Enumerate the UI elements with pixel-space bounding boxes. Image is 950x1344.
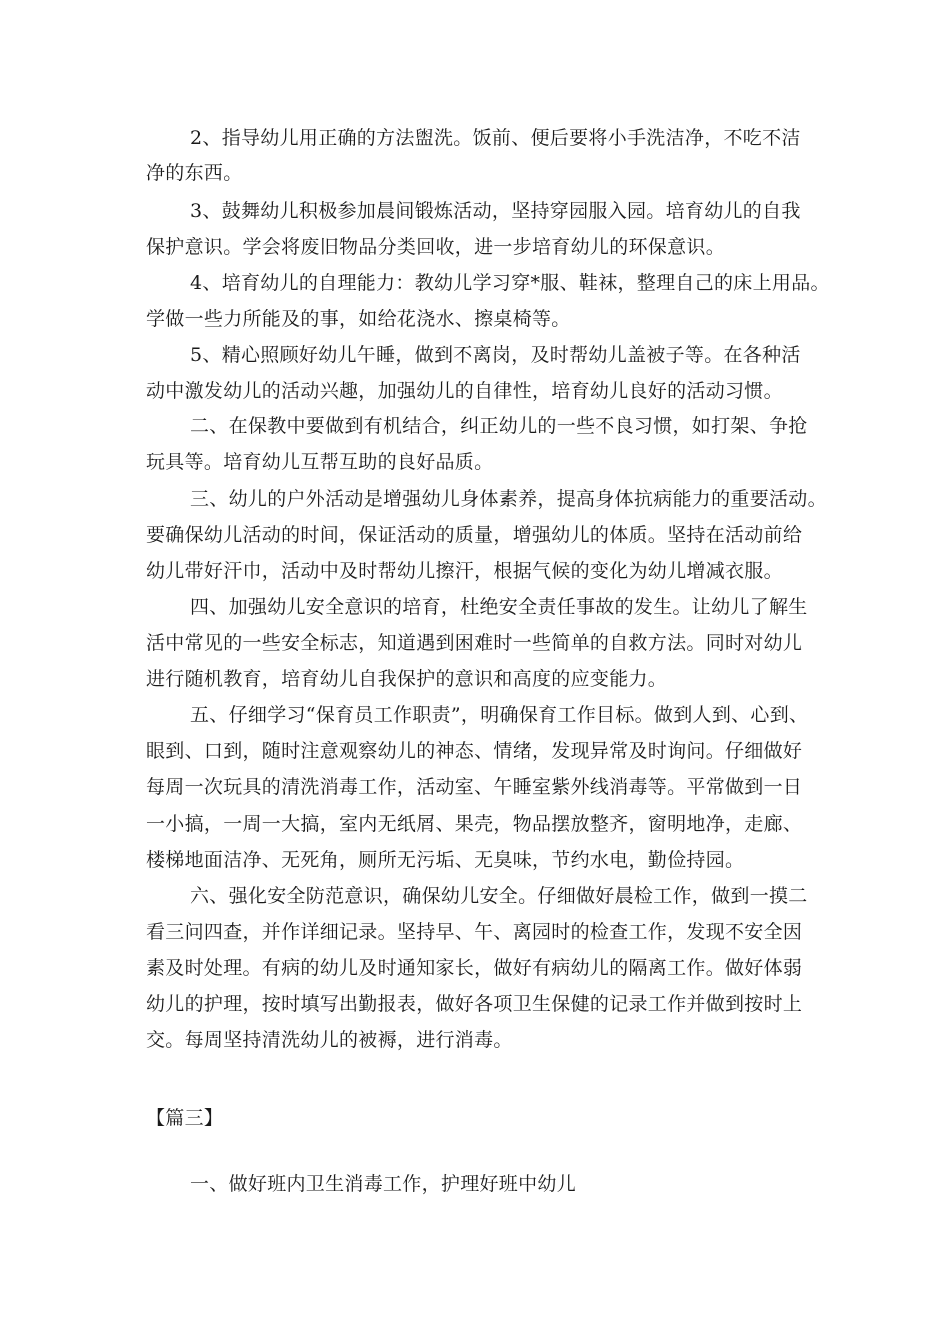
body-text-line: 活中常见的一些安全标志，知道遇到困难时一些简单的自救方法。同时对幼儿	[146, 632, 803, 654]
body-text-line: 五、仔细学习“保育员工作职责”，明确保育工作目标。做到人到、心到、	[190, 704, 809, 726]
body-text-line: 净的东西。	[146, 162, 243, 184]
body-text-line: 要确保幼儿活动的时间，保证活动的质量，增强幼儿的体质。坚持在活动前给	[146, 524, 803, 546]
body-text-line: 楼梯地面洁净、无死角，厕所无污垢、无臭味，节约水电，勤俭持园。	[146, 849, 745, 871]
body-text-line: 看三问四查，并作详细记录。坚持早、午、离园时的检查工作，发现不安全因	[146, 921, 803, 943]
body-text-line: 进行随机教育，培育幼儿自我保护的意识和高度的应变能力。	[146, 668, 668, 690]
body-text-line: 素及时处理。有病的幼儿及时通知家长，做好有病幼儿的隔离工作。做好体弱	[146, 957, 803, 979]
body-text-line: 玩具等。培育幼儿互帮互助的良好品质。	[146, 451, 494, 473]
body-text-line: 一小搞，一周一大搞，室内无纸屑、果壳，物品摆放整齐，窗明地净，走廊、	[146, 813, 803, 835]
body-text-line: 六、强化安全防范意识，确保幼儿安全。仔细做好晨检工作，做到一摸二	[190, 885, 808, 907]
body-text-line: 5、精心照顾好幼儿午睡，做到不离岗，及时帮幼儿盖被子等。在各种活	[190, 344, 801, 366]
body-text-line: 一、做好班内卫生消毒工作，护理好班中幼儿	[190, 1173, 577, 1195]
body-text-line: 幼儿带好汗巾，活动中及时帮幼儿擦汗，根据气候的变化为幼儿增减衣服。	[146, 560, 783, 582]
body-text-line: 3、鼓舞幼儿积极参加晨间锻炼活动，坚持穿园服入园。培育幼儿的自我	[190, 200, 801, 222]
body-text-line: 交。每周坚持清洗幼儿的被褥，进行消毒。	[146, 1029, 513, 1051]
body-text-line: 二、在保教中要做到有机结合，纠正幼儿的一些不良习惯，如打架、争抢	[190, 415, 808, 437]
body-text-line: 每周一次玩具的清洗消毒工作，活动室、午睡室紫外线消毒等。平常做到一日	[146, 776, 803, 798]
body-text-line: 学做一些力所能及的事，如给花浇水、擦桌椅等。	[146, 308, 571, 330]
body-text-line: 动中激发幼儿的活动兴趣，加强幼儿的自律性，培育幼儿良好的活动习惯。	[146, 380, 783, 402]
body-text-line: 三、幼儿的户外活动是增强幼儿身体素养，提高身体抗病能力的重要活动。	[190, 488, 827, 510]
body-text-line: 四、加强幼儿安全意识的培育，杜绝安全责任事故的发生。让幼儿了解生	[190, 596, 808, 618]
body-text-line: 幼儿的护理，按时填写出勤报表，做好各项卫生保健的记录工作并做到按时上	[146, 993, 803, 1015]
body-text-line: 眼到、口到，随时注意观察幼儿的神态、情绪，发现异常及时询问。仔细做好	[146, 740, 803, 762]
body-text-line: 2、指导幼儿用正确的方法盥洗。饭前、便后要将小手洗洁净，不吃不洁	[190, 127, 801, 149]
body-text-line: 4、培育幼儿的自理能力：教幼儿学习穿*服、鞋袜，整理自己的床上用品。	[190, 272, 830, 294]
section-heading: 【篇三】	[146, 1107, 224, 1129]
body-text-line: 保护意识。学会将废旧物品分类回收，进一步培育幼儿的环保意识。	[146, 236, 726, 258]
